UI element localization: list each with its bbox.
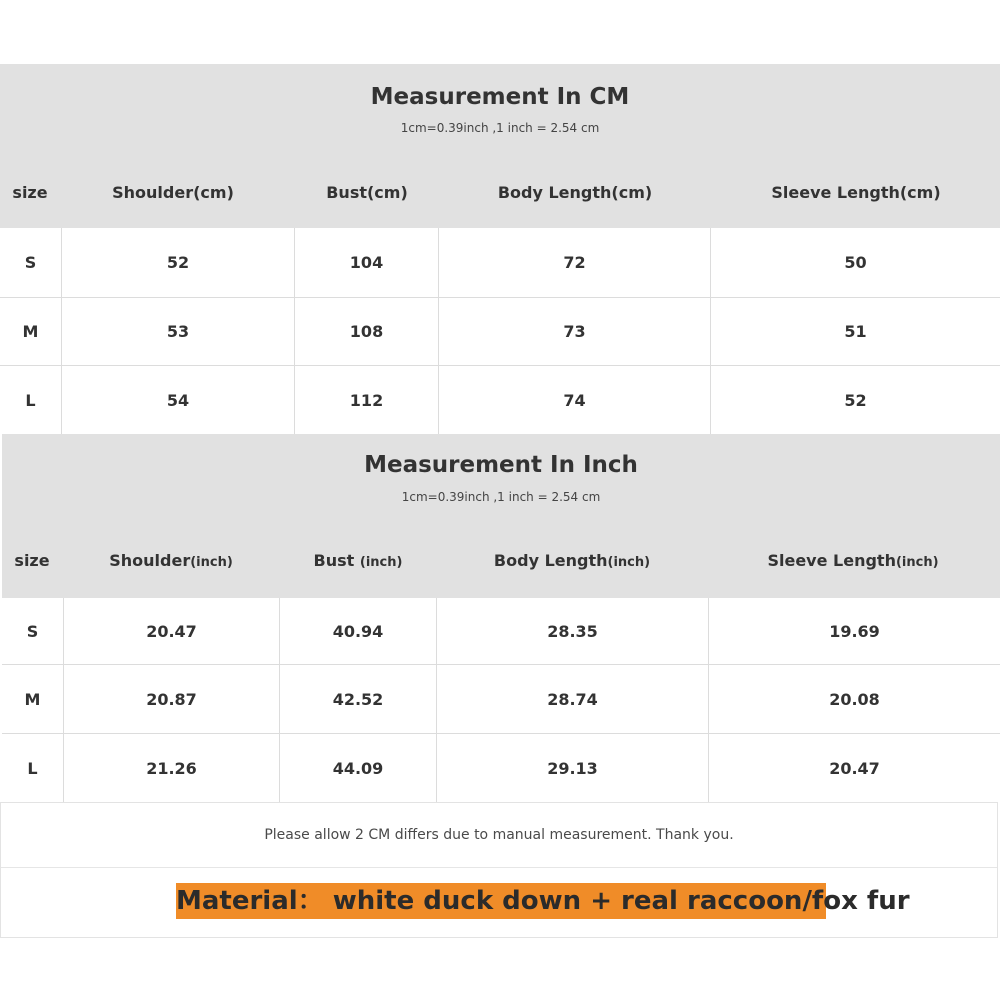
cm-header-shoulder: Shoulder(cm) [112,183,234,202]
inch-table-title: Measurement In Inch [364,452,638,478]
measurement-note: Please allow 2 CM differs due to manual measurement. Thank you. [264,827,734,843]
inch-table-subtitle: 1cm=0.39inch ,1 inch = 2.54 cm [401,490,601,504]
inch-cell-sleeve-length: 20.08 [829,689,880,709]
inch-cell-body-length: 28.74 [437,665,709,733]
inch-header-sleeve-length: Sleeve Length(inch) [767,551,939,570]
inch-cell-body-length: 28.35 [437,598,709,664]
table-row [0,298,1000,365]
inch-cell-bust: 40.94 [280,598,437,664]
inch-cell-body-length: 29.13 [437,734,709,802]
table-row [0,228,1000,297]
cm-cell-shoulder: 54 [62,366,295,434]
cm-table-subtitle: 1cm=0.39inch ,1 inch = 2.54 cm [400,121,600,135]
cm-cell-body-length: 74 [439,366,711,434]
inch-cell-sleeve-length: 19.69 [829,621,880,641]
inch-cell-sleeve-length: 20.47 [829,758,880,778]
cm-cell-bust: 104 [295,228,439,297]
cm-size-table [0,64,1000,434]
cm-cell-bust: 108 [295,298,439,365]
cm-cell-sleeve-length: 50 [844,253,867,272]
inch-header-size: size [14,551,50,570]
inch-cell-size: L [2,734,64,802]
cm-cell-size: L [0,366,62,434]
cm-cell-shoulder: 53 [62,298,295,365]
inch-header-body-length: Body Length(inch) [493,551,651,570]
cm-cell-sleeve-length: 52 [844,390,867,410]
cm-cell-body-length: 73 [439,298,711,365]
cm-cell-shoulder: 52 [62,228,295,297]
table-row [2,598,1000,664]
table-row [2,734,1000,802]
inch-cell-shoulder: 20.47 [64,598,280,664]
cm-header-body-length: Body Length(cm) [497,183,653,202]
cm-cell-sleeve-length: 51 [844,322,867,341]
material-banner: Material： white duck down + real raccoon/fox fur [176,883,826,919]
inch-cell-size: M [2,665,64,733]
cm-cell-size: M [0,298,62,365]
inch-cell-shoulder: 20.87 [64,665,280,733]
note-divider [1,867,997,868]
inch-size-table [2,434,1000,802]
inch-cell-size: S [2,598,64,664]
cm-header-size: size [12,183,48,202]
inch-header-shoulder: Shoulder(inch) [109,551,233,570]
cm-table-title: Measurement In CM [370,84,630,110]
cm-header-sleeve-length: Sleeve Length(cm) [771,183,941,202]
notes-section [0,802,998,938]
cm-cell-body-length: 72 [439,228,711,297]
table-row [0,366,1000,434]
cm-cell-bust: 112 [295,366,439,434]
inch-cell-bust: 42.52 [280,665,437,733]
inch-cell-shoulder: 21.26 [64,734,280,802]
table-row [2,665,1000,733]
cm-cell-size: S [0,228,62,297]
cm-header-bust: Bust(cm) [326,183,408,202]
inch-cell-bust: 44.09 [280,734,437,802]
inch-header-bust: Bust (inch) [313,551,403,570]
